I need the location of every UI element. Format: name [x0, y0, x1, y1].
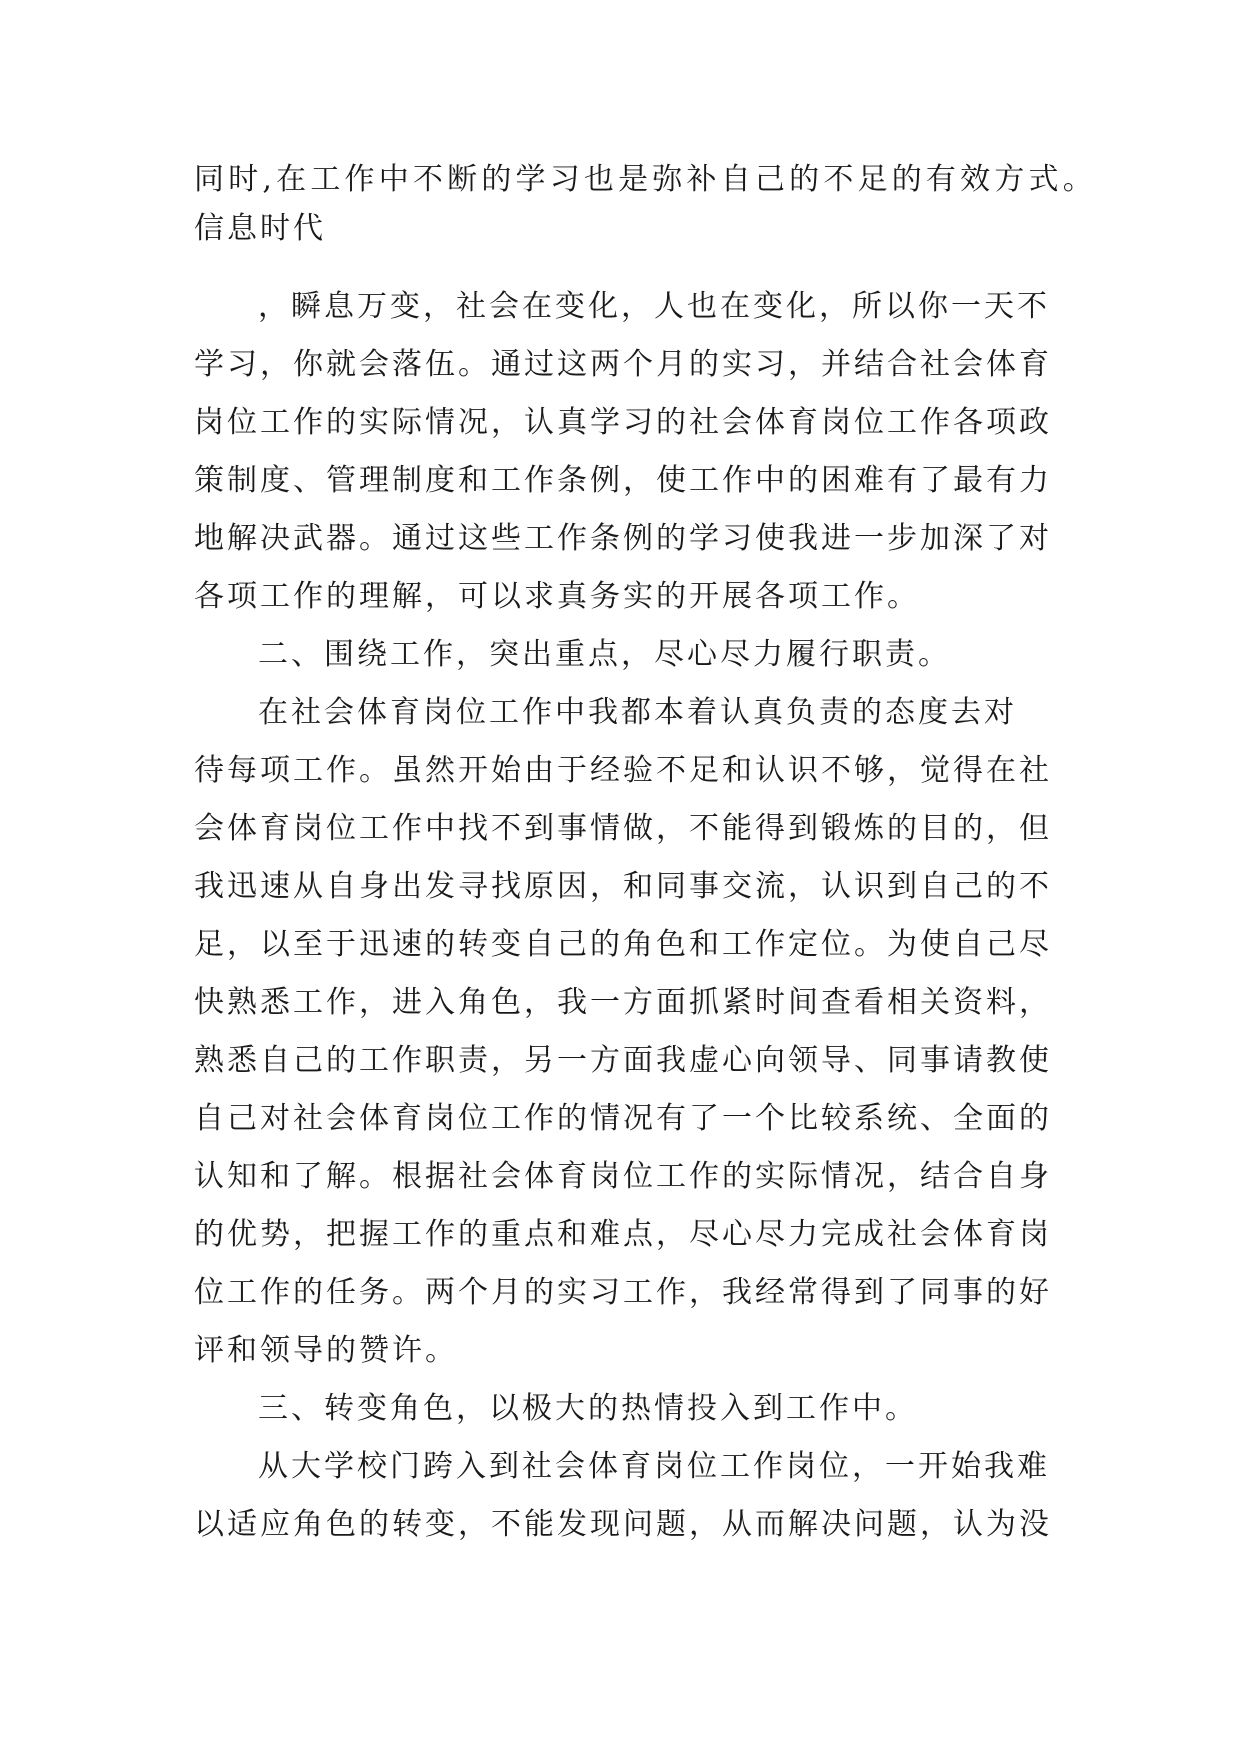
- text-line: 策制度、管理制度和工作条例，使工作中的困难有了最有力: [194, 463, 1052, 498]
- text-line: 待每项工作。虽然开始由于经验不足和认识不够，觉得在社: [194, 753, 1052, 788]
- text-line: 我迅速从自身出发寻找原因，和同事交流，认识到自己的不: [194, 869, 1052, 904]
- text-line: 以适应角色的转变，不能发现问题，从而解决问题，认为没: [194, 1507, 1052, 1542]
- text-line: 的优势，把握工作的重点和难点，尽心尽力完成社会体育岗: [194, 1217, 1052, 1252]
- text-line: 从大学校门跨入到社会体育岗位工作岗位，一开始我难: [258, 1449, 1050, 1484]
- text-line: 认知和了解。根据社会体育岗位工作的实际情况，结合自身: [194, 1159, 1052, 1194]
- text-line: 岗位工作的实际情况，认真学习的社会体育岗位工作各项政: [194, 405, 1052, 440]
- text-line: 地解决武器。通过这些工作条例的学习使我进一步加深了对: [194, 521, 1052, 556]
- text-line: 位工作的任务。两个月的实习工作，我经常得到了同事的好: [194, 1275, 1052, 1310]
- text-line: 同时,在工作中不断的学习也是弥补自己的不足的有效方式。: [194, 162, 1097, 197]
- text-line: 足，以至于迅速的转变自己的角色和工作定位。为使自己尽: [194, 927, 1052, 962]
- text-line: 评和领导的赞许。: [194, 1333, 458, 1368]
- text-line: 快熟悉工作，进入角色，我一方面抓紧时间查看相关资料，: [194, 985, 1052, 1020]
- text-line: 各项工作的理解，可以求真务实的开展各项工作。: [194, 579, 920, 614]
- text-line: 会体育岗位工作中找不到事情做，不能得到锻炼的目的，但: [194, 811, 1052, 846]
- document-body: [194, 160, 1124, 1554]
- text-line: 熟悉自己的工作职责，另一方面我虚心向领导、同事请教使: [194, 1043, 1052, 1078]
- section-heading: 三、转变角色，以极大的热情投入到工作中。: [258, 1391, 918, 1426]
- text-line: ，瞬息万变，社会在变化，人也在变化，所以你一天不: [258, 289, 1050, 324]
- text-line: 学习，你就会落伍。通过这两个月的实习，并结合社会体育: [194, 347, 1052, 382]
- text-line: 信息时代: [194, 211, 326, 246]
- text-line: 在社会体育岗位工作中我都本着认真负责的态度去对: [258, 695, 1017, 730]
- text-line: 自己对社会体育岗位工作的情况有了一个比较系统、全面的: [194, 1101, 1052, 1136]
- section-heading: 二、围绕工作，突出重点，尽心尽力履行职责。: [258, 637, 951, 672]
